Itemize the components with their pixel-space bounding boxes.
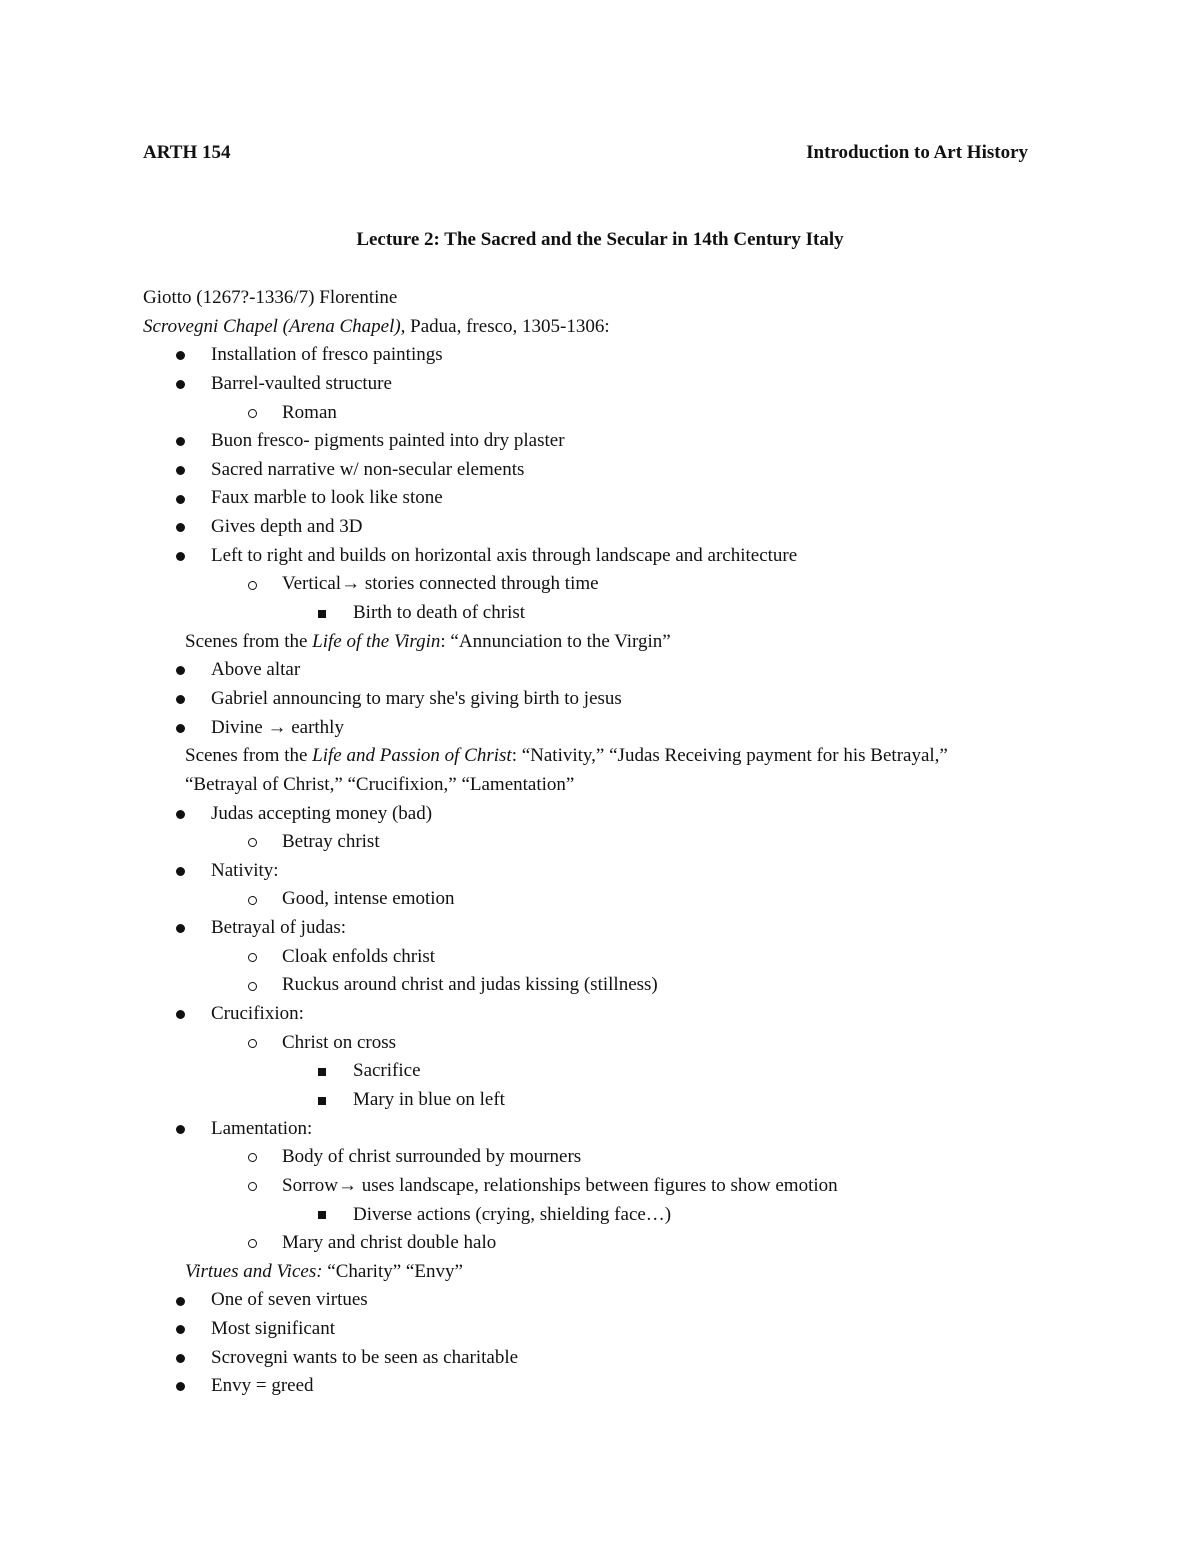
bullet-dot-icon: [176, 1354, 185, 1363]
bullet-circle-icon: [248, 838, 257, 847]
bullet-square-icon: [318, 1068, 326, 1076]
list-item-text: Buon fresco- pigments painted into dry plaster: [211, 430, 565, 452]
course-title: Introduction to Art History: [806, 142, 1028, 163]
virtues-heading: [0, 1258, 1200, 1287]
list-item-text: Betrayal of judas:: [211, 917, 347, 939]
bullet-dot-icon: [176, 466, 185, 475]
bullet-dot-icon: [176, 523, 185, 532]
list-item-text: Left to right and builds on horizontal axis through landscape and architecture: [211, 544, 798, 566]
bullet-dot-icon: [176, 666, 185, 675]
list-item: [0, 599, 1200, 628]
list-item: [0, 1057, 1200, 1086]
list-item: [0, 800, 1200, 829]
list-item-text: Above altar: [211, 659, 301, 681]
bullet-list-2: [0, 656, 1200, 742]
artist-line: Giotto (1267?-1336/7) Florentine: [143, 287, 398, 308]
list-item: [0, 1086, 1200, 1115]
list-item-text: Good, intense emotion: [282, 888, 455, 910]
heading-suffix: “Charity” “Envy”: [322, 1260, 463, 1282]
scenes-virgin-heading: [0, 628, 1200, 657]
heading-prefix: Scenes from the: [185, 630, 313, 652]
list-item-text: Gives depth and 3D: [211, 516, 363, 538]
bullet-dot-icon: [176, 1010, 185, 1019]
bullet-circle-icon: [248, 581, 257, 590]
list-item-text: Mary in blue on left: [353, 1088, 505, 1110]
work-details: Padua, fresco, 1305-1306:: [405, 315, 610, 337]
list-item: [0, 1286, 1200, 1315]
bullet-circle-icon: [248, 953, 257, 962]
list-item: [0, 1229, 1200, 1258]
bullet-dot-icon: [176, 1125, 185, 1134]
bullet-circle-icon: [248, 1039, 257, 1048]
list-item: [0, 427, 1200, 456]
scenes-christ-continuation: “Betrayal of Christ,” “Crucifixion,” “Lamentation”: [185, 773, 575, 795]
course-code: ARTH 154: [143, 142, 231, 163]
bullet-square-icon: [318, 1211, 326, 1219]
list-item-text: Diverse actions (crying, shielding face…): [353, 1203, 672, 1225]
list-item: [0, 1172, 1200, 1201]
work-line: [0, 313, 1200, 342]
list-item: [0, 456, 1200, 485]
list-item: [0, 971, 1200, 1000]
scenes-christ-heading: [0, 742, 1200, 771]
list-item-text: Envy = greed: [211, 1375, 314, 1397]
list-item: [0, 1372, 1200, 1401]
bullet-dot-icon: [176, 867, 185, 876]
list-item-text: Betray christ: [282, 831, 380, 853]
bullet-dot-icon: [176, 924, 185, 933]
list-item-text: Barrel-vaulted structure: [211, 372, 392, 394]
list-item: [0, 1000, 1200, 1029]
list-item-text: Lamentation:: [211, 1117, 313, 1139]
list-item-text: Most significant: [211, 1318, 336, 1340]
list-item-text: Christ on cross: [282, 1031, 396, 1053]
list-item: [0, 1201, 1200, 1230]
list-item-text: Nativity:: [211, 859, 279, 881]
list-item-text: Body of christ surrounded by mourners: [282, 1146, 582, 1168]
list-item-text: Faux marble to look like stone: [211, 487, 443, 509]
bullet-dot-icon: [176, 495, 185, 504]
heading-italic: Life of the Virgin: [312, 630, 441, 652]
heading-prefix: Scenes from the: [185, 745, 313, 767]
bullet-dot-icon: [176, 1297, 185, 1306]
list-item: [0, 1315, 1200, 1344]
list-item-text: Vertical→ stories connected through time: [282, 573, 599, 595]
list-item: [0, 513, 1200, 542]
list-item-text: Ruckus around christ and judas kissing (stillness): [282, 974, 658, 996]
bullet-dot-icon: [176, 1382, 185, 1391]
list-item: [0, 914, 1200, 943]
bullet-dot-icon: [176, 1325, 185, 1334]
bullet-circle-icon: [248, 1239, 257, 1248]
list-item: [0, 1344, 1200, 1373]
list-item: [0, 943, 1200, 972]
bullet-list-4: [0, 1286, 1200, 1401]
bullet-square-icon: [318, 610, 326, 618]
list-item: [0, 1115, 1200, 1144]
bullet-dot-icon: [176, 437, 185, 446]
heading-suffix: : “Nativity,” “Judas Receiving payment for his Betrayal,”: [511, 745, 948, 767]
list-item-text: Installation of fresco paintings: [211, 344, 443, 366]
list-item-text: Sacred narrative w/ non-secular elements: [211, 458, 525, 480]
list-item: [0, 828, 1200, 857]
list-item-text: Divine → earthly: [211, 716, 344, 738]
list-item: [0, 1029, 1200, 1058]
bullet-square-icon: [318, 1097, 326, 1105]
lecture-title: Lecture 2: The Sacred and the Secular in 14th Century Italy: [356, 229, 844, 250]
bullet-circle-icon: [248, 896, 257, 905]
bullet-dot-icon: [176, 724, 185, 733]
list-item: [0, 685, 1200, 714]
list-item-text: Mary and christ double halo: [282, 1232, 497, 1254]
heading-suffix: : “Annunciation to the Virgin”: [440, 630, 671, 652]
list-item-text: Birth to death of christ: [353, 602, 526, 624]
list-item-text: One of seven virtues: [211, 1289, 368, 1311]
bullet-circle-icon: [248, 409, 257, 418]
heading-italic: Virtues and Vices:: [185, 1260, 323, 1282]
list-item-text: Gabriel announcing to mary she's giving birth to jesus: [211, 687, 622, 709]
bullet-circle-icon: [248, 1153, 257, 1162]
list-item: [0, 656, 1200, 685]
list-item-text: Roman: [282, 401, 337, 423]
work-title: Scrovegni Chapel (Arena Chapel),: [143, 315, 406, 337]
list-item: [0, 570, 1200, 599]
bullet-dot-icon: [176, 810, 185, 819]
heading-italic: Life and Passion of Christ: [312, 745, 512, 767]
list-item-text: Sorrow→ uses landscape, relationships between figures to show emotion: [282, 1174, 838, 1196]
list-item: [0, 1143, 1200, 1172]
list-item-text: Cloak enfolds christ: [282, 945, 436, 967]
list-item: [0, 341, 1200, 370]
list-item-text: Sacrifice: [353, 1060, 421, 1082]
list-item: [0, 885, 1200, 914]
bullet-dot-icon: [176, 380, 185, 389]
bullet-dot-icon: [176, 552, 185, 561]
list-item-text: Scrovegni wants to be seen as charitable: [211, 1346, 519, 1368]
bullet-circle-icon: [248, 982, 257, 991]
list-item: [0, 370, 1200, 399]
list-item-text: Judas accepting money (bad): [211, 802, 433, 824]
bullet-circle-icon: [248, 1182, 257, 1191]
list-item: [0, 484, 1200, 513]
list-item: [0, 399, 1200, 428]
list-item: [0, 542, 1200, 571]
bullet-list-3: [0, 800, 1200, 1258]
bullet-list-1: [0, 341, 1200, 627]
notes-body: [0, 284, 1200, 1401]
list-item: [0, 714, 1200, 743]
list-item-text: Crucifixion:: [211, 1003, 304, 1025]
bullet-dot-icon: [176, 695, 185, 704]
list-item: [0, 857, 1200, 886]
bullet-dot-icon: [176, 351, 185, 360]
